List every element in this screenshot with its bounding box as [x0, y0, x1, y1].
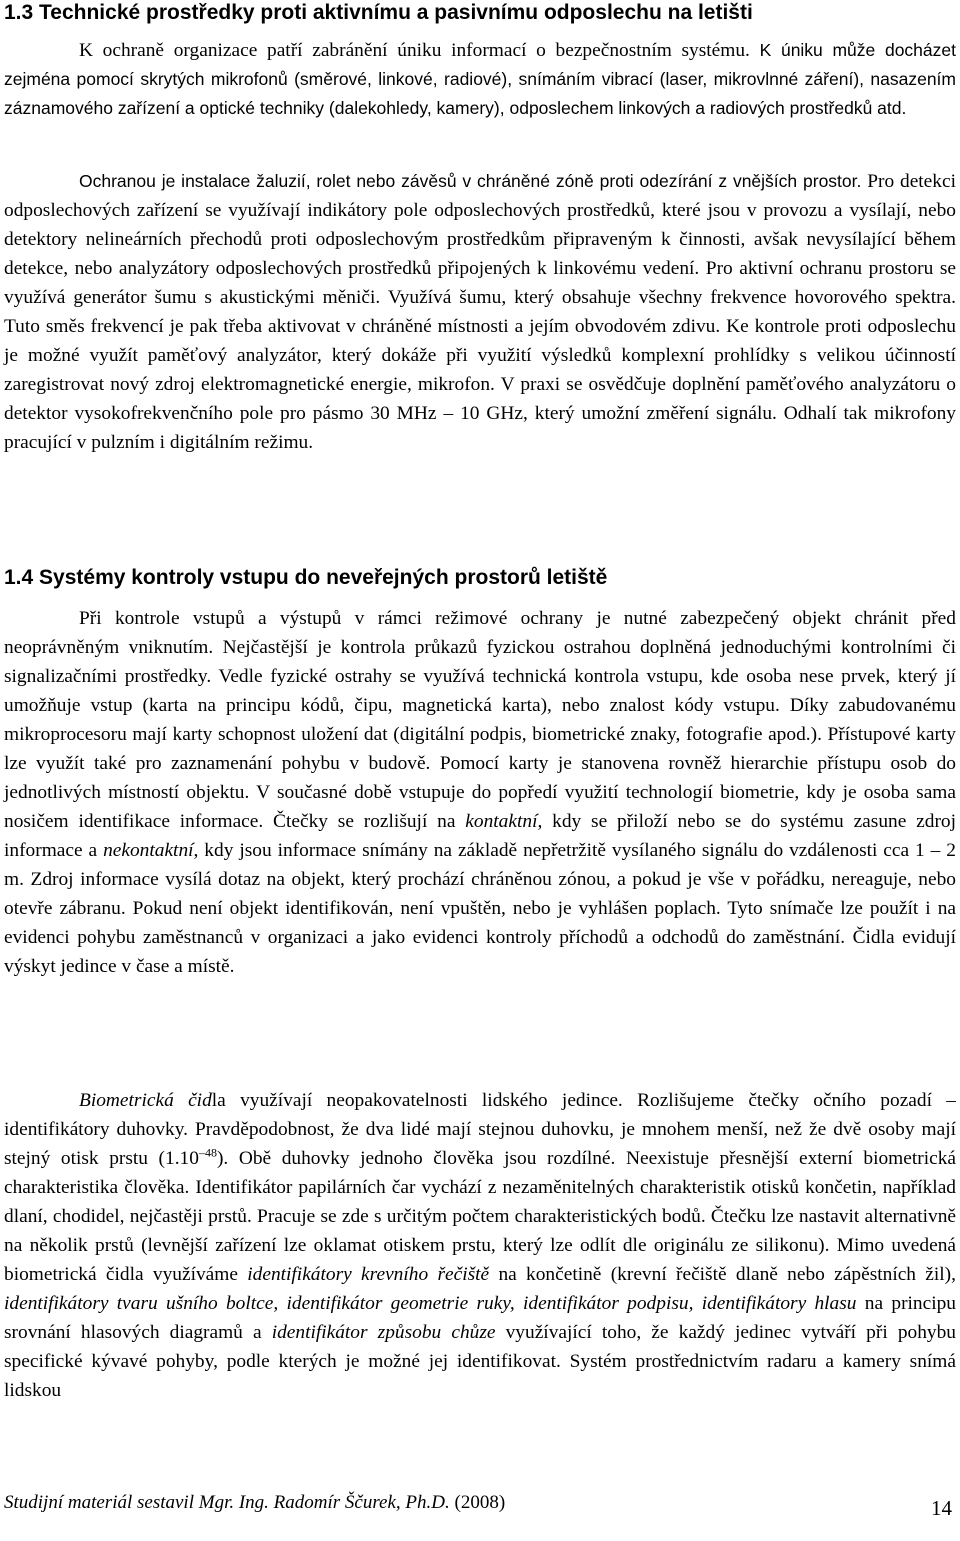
page-footer	[4, 1492, 956, 1522]
paragraph-biometrics	[4, 1086, 956, 1405]
paragraph-text: využívající toho, že každý jedinec vytváří při pohybu specifické kývavé pohyby, podle kterých je možné jej identifikovat. Systém prostřednictvím radaru a kamery snímá lidskou	[4, 1322, 957, 1401]
paragraph-text: , kdy jsou informace snímány na základě nepřetržitě vysílaného signálu do vzdálenosti cca 1 – 2 m. Zdroj informace vysílá dotaz na objekt, který prochází chráněnou zónou, a pokud je vše v pořádku, nereaguje, nebo otevře zábranu. Pokud není objekt identifikován, není vpuštěn, nebo je vyhlášen poplach. Tyto snímače lze použít i na evidenci pohybu zaměstnanců v organizaci a jako evidenci kontroly příchodů a odchodů do zaměstnání. Čidla evidují výskyt jedince v čase a místě.	[4, 840, 956, 977]
paragraph-eavesdropping-intro	[4, 36, 956, 123]
paragraph-text: Pro detekci odposlechových zařízení se využívají indikátory pole odposlechových prostředků, které jsou v provozu a vysílají, nebo detektory nelineárních přechodů proti odposlechovým prostředkům připraveným k činnosti, avšak nevysílající během detekce, nebo analyzátory odposlechových prostředků připojených k linkovému vedení. Pro aktivní ochranu prostoru se využívá generátor šumu s akustickými měniči. Využívá šumu, který obsahuje všechny frekvence hovorového spektra. Tuto směs frekvencí je pak třeba aktivovat v chráněné místnosti a jejím obvodovém zdivu. Ke kontrole proti odposlechu je možné využít paměťový analyzátor, který dokáže při využití výsledků komplexní prohlídky s velikou účinností zaregistrovat nový zdroj elektromagnetické energie, mikrofon. V praxi se osvědčuje doplnění paměťového analyzátoru o detektor vysokofrekvenčního pole pro pásmo 30 MHz – 10 GHz, který umožní změření signálu. Odhalí tak mikrofony pracující v pulzním i digitálním režimu.	[4, 171, 956, 453]
emphasis-biometric-sensors: Biometrická čid	[79, 1090, 212, 1111]
paragraph-text: na principu srovnání hlasových diagramů a	[4, 1293, 957, 1343]
paragraph-text: la využívají neopakovatelnosti lidského jedince. Rozlišujeme čtečky očního pozadí – identifikátory duhovky. Pravděpodobnost, že dva lidé mají stejnou duhovku, je mnohem menší, než že dvě osoby mají stejný otisk prstu (1.10	[4, 1090, 956, 1169]
emphasis-contact: kontaktní	[465, 811, 538, 832]
section-heading-1-4: 1.4 Systémy kontroly vstupu do neveřejných prostorů letiště	[4, 566, 608, 589]
emphasis-identifier-list: identifikátory tvaru ušního boltce, identifikátor geometrie ruky, identifikátor podpisu, identifikátory hlasu	[4, 1293, 857, 1314]
page-number: 14	[931, 1496, 952, 1520]
paragraph-text: na končetině (krevní řečiště dlaně nebo zápěstních žil),	[489, 1264, 956, 1285]
emphasis-contactless: nekontaktní	[103, 840, 194, 861]
section-heading-1-3: 1.3 Technické prostředky proti aktivnímu a pasivnímu odposlechu na letišti	[4, 1, 753, 24]
footer-year: (2008)	[449, 1492, 506, 1513]
footer-author	[4, 1492, 505, 1514]
paragraph-text-sans: K úniku může docházet zejména pomocí skrytých mikrofonů (směrové, linkové, radiové), snímáním vibrací (laser, mikrovlnné záření), nasazením záznamového zařízení a optické techniky (dalekohledy, kamery), odposlechem linkových a radiových prostředků atd.	[4, 40, 956, 118]
paragraph-text: , kdy se přiloží nebo se do systému zasune zdroj informace a	[4, 811, 956, 861]
emphasis-blood-vessel-identifiers: identifikátory krevního řečiště	[247, 1264, 490, 1285]
emphasis-gait-identifier: identifikátor způsobu chůze	[271, 1322, 496, 1343]
exponent: –48	[198, 1145, 217, 1160]
paragraph-text: ). Obě duhovky jednoho člověka jsou rozdílné. Neexistuje přesnější externí biometrická charakteristika člověka. Identifikátor papilárních čar vychází z nezaměnitelných charakteristik otisků končetin, například dlaní, chodidel, nejčastěji prstů. Pracuje se zde s určitým počtem charakteristických bodů. Čtečku lze nastavit alternativně na několik prstů (levnější zařízení lze oklamat otiskem prstu, který lze odlít dle originálu ze silikonu). Mimo uvedená biometrická čidla využíváme	[4, 1148, 956, 1285]
paragraph-text: Při kontrole vstupů a výstupů v rámci režimové ochrany je nutné zabezpečený objekt chránit před neoprávněným vniknutím. Nejčastější je kontrola průkazů fyzickou ostrahou doplněná jednoduchými kontrolními či signalizačními prostředky. Vedle fyzické ostrahy se využívá technická kontrola vstupu, kde osoba nese prvek, který jí umožňuje vstup (karta na principu kódů, čipu, magnetická karta), nebo znalost kódy vstupu. Díky zabudovanému mikroprocesoru mají karty schopnost uložení dat (digitální podpis, biometrické znaky, fotografie apod.). Přístupové karty lze využít také pro zaznamenání pohybu v budově. Pomocí karty je stanovena rovněž hierarchie přístupu osob do jednotlivých místností objektu. V současné době vstupuje do popředí využití technologií biometrie, kdy je osoba sama nosičem identifikace informace. Čtečky se rozlišují na	[4, 608, 956, 832]
paragraph-text-sans: Ochranou je instalace žaluzií, rolet nebo závěsů v chráněné zóně proti odezírání z vnějších prostor.	[79, 171, 868, 191]
paragraph-text: K ochraně organizace patří zabránění úniku informací o bezpečnostním systému.	[79, 40, 760, 61]
paragraph-protection	[4, 167, 956, 457]
paragraph-access-control	[4, 604, 956, 981]
footer-author-name: Studijní materiál sestavil Mgr. Ing. Radomír Ščurek, Ph.D.	[4, 1492, 450, 1513]
